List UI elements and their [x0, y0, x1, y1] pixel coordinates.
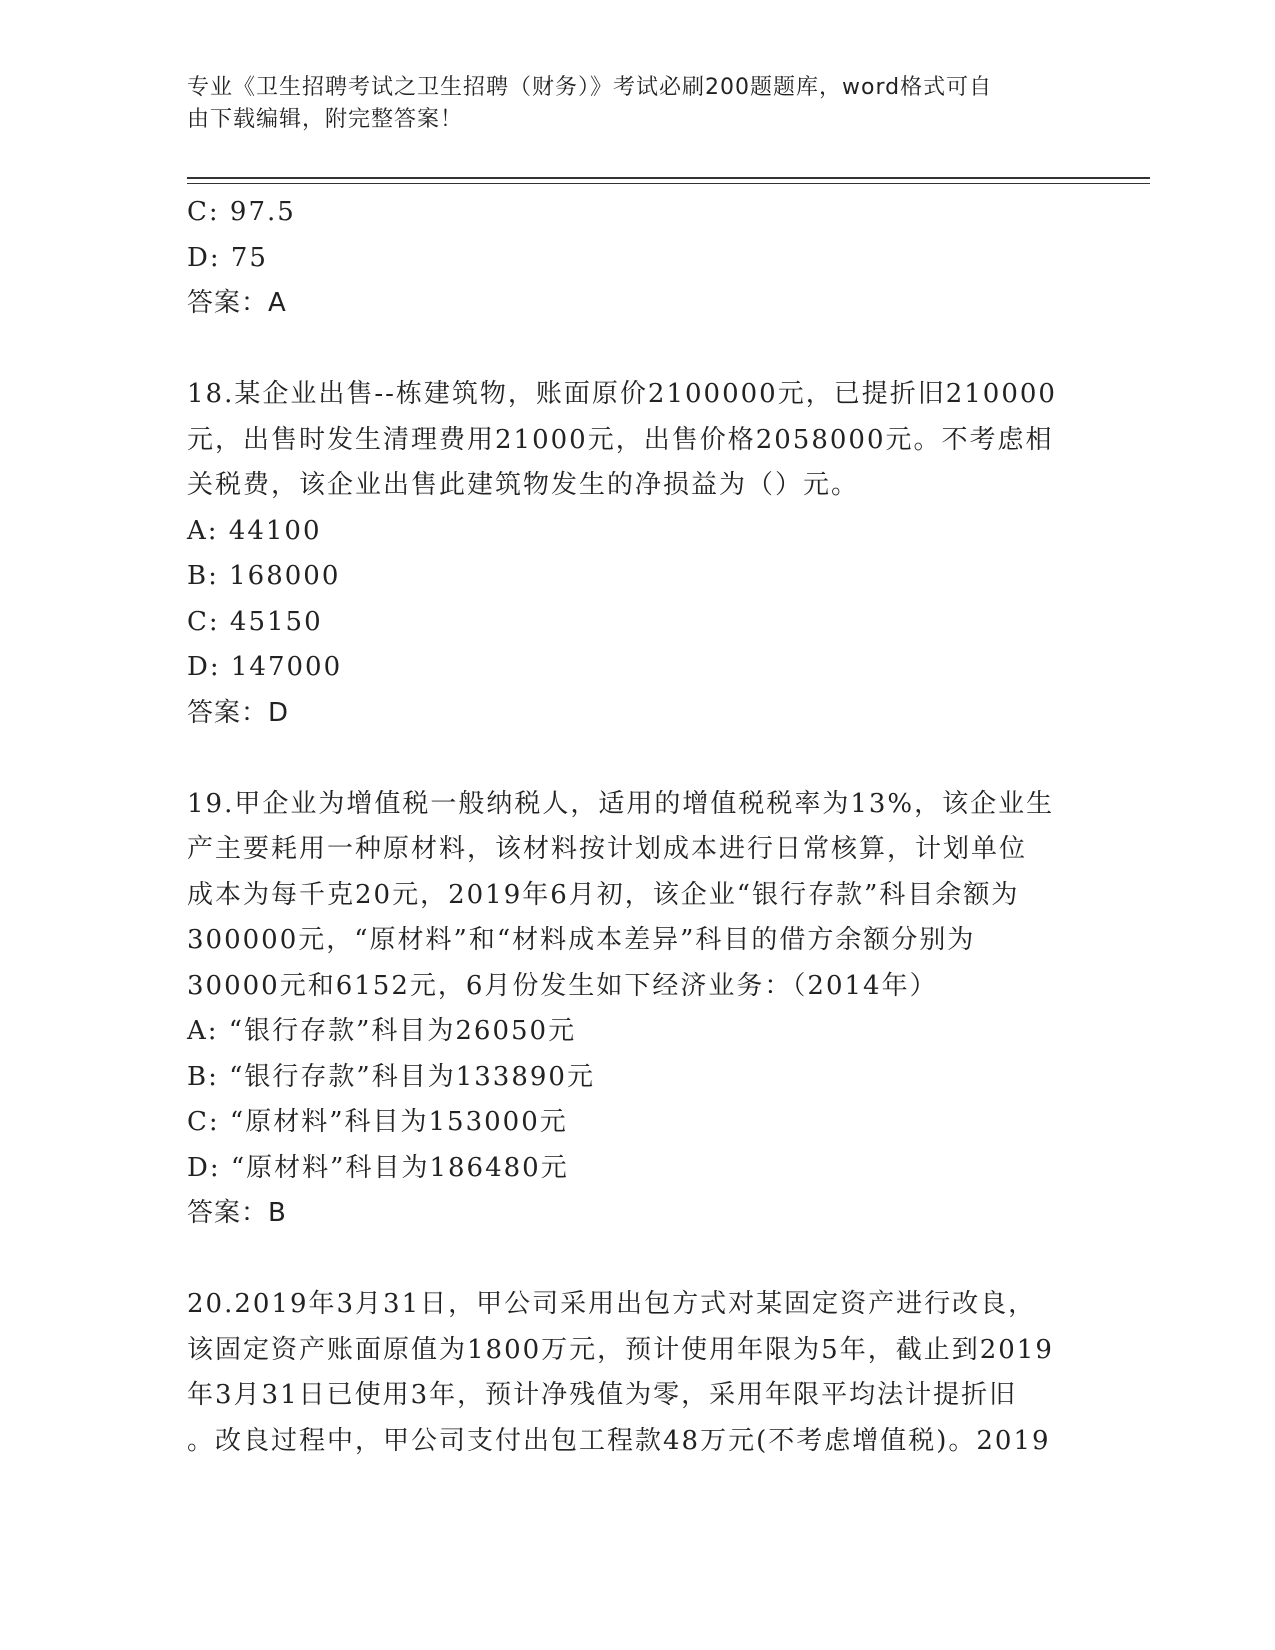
- question-stem-line: 。改良过程中，甲公司支付出包工程款48万元(不考虑增值税)。2019: [187, 1425, 1051, 1456]
- question-stem-line: 年3月31日已使用3年，预计净残值为零，采用年限平均法计提折旧: [187, 1380, 1018, 1410]
- question-stem-line: 关税费，该企业出售此建筑物发生的净损益为（）元。: [187, 470, 860, 500]
- question-18: [187, 372, 1087, 736]
- spacer: [187, 736, 1087, 782]
- question-20: [187, 1282, 1087, 1464]
- spacer: [187, 327, 1087, 373]
- spacer: [187, 1237, 1087, 1283]
- option-d: D: 147000: [187, 652, 343, 682]
- question-19: [187, 782, 1087, 1237]
- option-b: B: 168000: [187, 561, 341, 591]
- option-c: C: 97.5: [187, 197, 296, 227]
- answer: 答案：B: [187, 1198, 287, 1228]
- header-line-1: 专业《卫生招聘考试之卫生招聘（财务）》考试必刷200题题库，word格式可自: [187, 75, 993, 100]
- option-b: B: “银行存款”科目为133890元: [187, 1061, 595, 1092]
- question-stem-line: 元，出售时发生清理费用21000元，出售价格2058000元。不考虑相: [187, 424, 1054, 455]
- header-divider-thin: [187, 183, 1150, 184]
- document-header: [187, 72, 1067, 136]
- option-d: D: 75: [187, 242, 268, 273]
- option-c: C: 45150: [187, 606, 323, 637]
- question-stem-line: 成本为每千克20元，2019年6月初，该企业“银行存款”科目余额为: [187, 879, 1020, 910]
- option-c: C: “原材料”科目为153000元: [187, 1107, 568, 1137]
- answer: 答案：D: [187, 697, 290, 728]
- question-stem-line: 300000元，“原材料”和“材料成本差异”科目的借方余额分别为: [187, 925, 976, 955]
- question-stem-line: 产主要耗用一种原材料，该材料按计划成本进行日常核算，计划单位: [187, 834, 1028, 864]
- question-stem-line: 20.2019年3月31日，甲公司采用出包方式对某固定资产进行改良，: [187, 1289, 1037, 1319]
- option-a: A: 44100: [187, 515, 322, 546]
- question-content: [187, 190, 1087, 1464]
- option-d: D: “原材料”科目为186480元: [187, 1152, 569, 1183]
- question-17-tail: [187, 190, 1087, 327]
- question-stem-line: 30000元和6152元，6月份发生如下经济业务：（2014年）: [187, 970, 938, 1001]
- question-stem-line: 该固定资产账面原值为1800万元，预计使用年限为5年，截止到2019: [187, 1334, 1054, 1365]
- option-a: A: “银行存款”科目为26050元: [187, 1016, 577, 1046]
- header-divider-thick: [187, 177, 1150, 179]
- question-stem-line: 19.甲企业为增值税一般纳税人，适用的增值税税率为13%，该企业生: [187, 788, 1055, 819]
- question-stem-line: 18.某企业出售--栋建筑物，账面原价2100000元，已提折旧210000: [187, 379, 1057, 409]
- header-line-2: 由下载编辑，附完整答案！: [187, 107, 464, 132]
- answer: 答案：A: [187, 288, 287, 318]
